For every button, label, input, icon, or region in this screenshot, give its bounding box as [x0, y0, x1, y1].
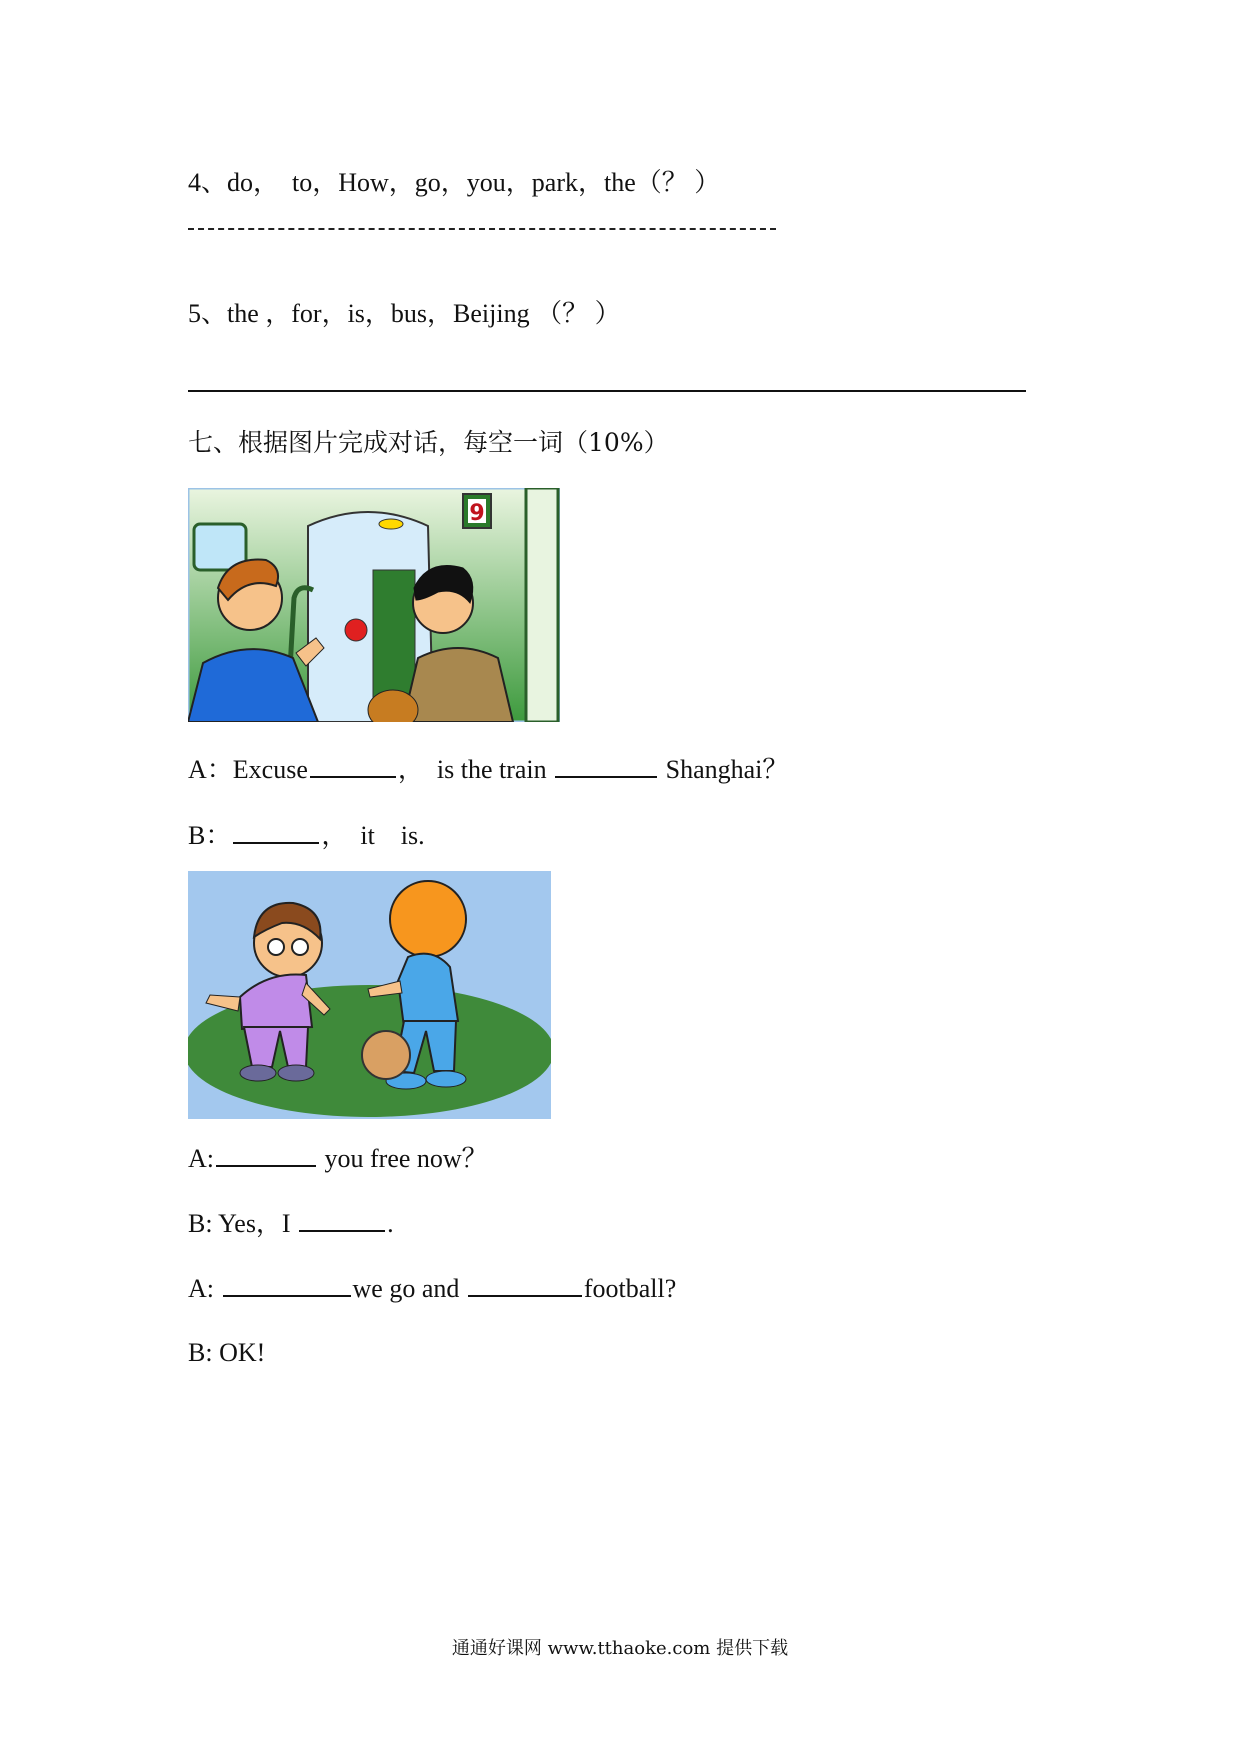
- blank-7[interactable]: [468, 1271, 582, 1297]
- footer-credit: 通通好课网 www.tthaoke.com 提供下载: [451, 1638, 789, 1659]
- dialog1-text-end: Shanghai？: [659, 755, 789, 784]
- question-5: 5、the ，for，is，bus，Beijing （？ ）: [188, 299, 621, 328]
- train-sign-number: 9: [469, 501, 485, 526]
- answer-line-4: [188, 228, 776, 230]
- dialog2-line2-text: B: Yes，I: [188, 1209, 298, 1238]
- blank-2[interactable]: [555, 752, 657, 778]
- blank-1[interactable]: [310, 752, 396, 778]
- blank-3[interactable]: [233, 818, 319, 844]
- blank-5[interactable]: [299, 1206, 385, 1232]
- dialog1-text-excuse: Excuse: [232, 755, 308, 784]
- blank-4[interactable]: [216, 1141, 316, 1167]
- dialog2-line-3: [188, 1271, 676, 1306]
- blank-6[interactable]: [223, 1271, 351, 1297]
- speaker-a-label: A：: [188, 755, 233, 784]
- speaker-b-label: B：: [188, 821, 232, 850]
- train-door-picture: [188, 488, 560, 722]
- kids-football-picture: [188, 871, 551, 1119]
- dialog2-line-2: [188, 1206, 394, 1241]
- speaker-a-label-3: A:: [188, 1274, 221, 1303]
- dialog2-line1-text: you free now？: [318, 1144, 488, 1173]
- dialog2-line3-end: football?: [583, 1274, 677, 1303]
- dialog1-line-b: [188, 818, 425, 853]
- dialog2-line-4: B: OK!: [188, 1338, 266, 1367]
- speaker-a-label-2: A:: [188, 1144, 214, 1173]
- question-4: 4、do， to，How，go，you，park，the（？ ）: [188, 168, 721, 197]
- dialog2-line3-mid: we go and: [352, 1274, 466, 1303]
- dialog1-text-mid: ， is the train: [397, 755, 554, 784]
- section-7-heading: 七、根据图片完成对话，每空一词（10%）: [188, 428, 669, 457]
- dialog2-line2-end: .: [387, 1209, 394, 1238]
- dialog1-text-b-end: ， it is.: [321, 821, 425, 850]
- answer-line-5: [188, 390, 1026, 392]
- dialog2-line-1: [188, 1141, 488, 1176]
- dialog1-line-a: [188, 752, 788, 787]
